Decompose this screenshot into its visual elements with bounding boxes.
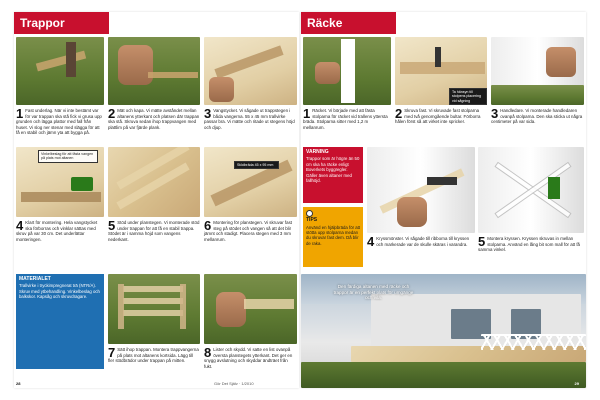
lightbulb-icon [306, 210, 360, 217]
step-5-caption: 5 Stöd under planstegen. Vi monterade stöd under trappan för att få en stabil trappa. Stödet är i samma höjd som vangens nederkant. [108, 218, 200, 242]
step-2-photo [108, 37, 200, 105]
step-5-photo [108, 147, 200, 217]
step-1-caption: 1 Fast underlag. När vi inte bestämt var för var trappan ska stå fick vi grusa upp grunden och lägga plattor med fall från huset. Vi slog ner stenar med slägga för att få en stabil och jämn yta att bygga på. [16, 106, 102, 136]
racke-step-1-photo [303, 37, 391, 105]
right-footer: 29 [574, 381, 579, 386]
racke-step-4-photo [367, 147, 475, 233]
material-info-box: MATERIALET Trallvirke i tryckimpregnerat trä (NTR/A). Skruv med ytbehandling. Vinkelbeslag och balkskor. Kapsåg och skruvdragare. [16, 274, 104, 369]
step-6-photo [204, 147, 297, 217]
vinkelbeslag-label: Vinkelbeslag för att fästa vangen på plats mot altanen [38, 150, 98, 163]
racke-step-3-caption: 3 Handledare. Vi monterade handledaren ovanpå stolparna. Den ska sticka ut några centimeter på var sida. [491, 106, 583, 125]
step-7-photo [108, 274, 200, 344]
right-page [301, 12, 586, 388]
stodbrada-label: Stödbräda 45 x 95 mm [234, 161, 279, 169]
left-page [14, 12, 299, 388]
warning-box: VARNING Trappor som är högre än 50 cm ska ha räcke enligt Boverkets byggregler. Gäller även altaner med fallhöjd. [303, 147, 363, 203]
step-1-photo [16, 37, 104, 105]
racke-step-3-photo [491, 37, 584, 105]
step-2-caption: 2 Mät och kapa. Vi mätte avståndet mellan altanens ytterkant och platsen där trappan ska stå. Skruva sedan ihop trappvangen med plattlim på var fjärde plank. [108, 106, 200, 130]
racke-step-2-caption: 2 Skruva fast. Vi skruvade fast stolparna med två genomgående bultar. Förborra hålen först så att virket inte spricker. [395, 106, 481, 125]
section-title-trappor: Trappor [14, 12, 109, 34]
left-footer-publication: Gör Det Själv · 1/2010 [214, 381, 254, 386]
step-3-photo [204, 37, 297, 105]
racke-stolpe-label: Ta hänsyn till stolpens placering vid sågning [449, 88, 487, 105]
step-3-caption: 3 Vangstycket. Vi sågade ut trappstegen i båda vangerna. 55 x 45 mm trallvirke passar bra. Vi mätte och ritade ut stegens höjd och djup. [204, 106, 295, 130]
racke-step-5-caption: 5 Montera kryssen. Kryssen skruvas in mellan stolparna. Använd en lång bit som mall för att få samma vinkel. [478, 234, 580, 253]
step-8-caption: 8 Lister och skydd. Vi satte en list ovanpå översta planstegets ytterkant. Det ger en snygg avslutning och skyddar ändträet från fukt. [204, 345, 293, 369]
step-7-caption: 7 Sätt ihop trappan. Montera trappvangerna på plats mot altanens kortsida. Lägg till fler stödbrädor under trappan på mitten. [108, 345, 199, 364]
section-title-racke: Räcke [301, 12, 396, 34]
step-4-photo [16, 147, 104, 217]
step-8-photo [204, 274, 297, 344]
finished-deck-caption: Den färdiga altanen med räcke och trappor är en perfekt plats för umgänge och vila. [333, 284, 414, 301]
step-4-caption: 4 Klart för montering. Hela vangstycket ska förborras och vinklar sättas med skruv på var 30 cm. Det underlättar monteringen. [16, 218, 98, 242]
step-6-caption: 6 Montering för planstegen. Vi skruvar fast steg på stödet och vangen så att det blir jämnt och stadigt. Placera stegen med 3 mm mellanrum. [204, 218, 292, 242]
racke-step-5-photo [478, 147, 584, 233]
racke-step-4-caption: 4 Kryssmönster. Vi sågade till ribborna till kryssen och markerade var de skulle skäras i varandra. [367, 234, 470, 249]
racke-step-1-caption: 1 Räcket. Vi började med att fästa stolparna för räcket vid trallens yttersta bräda. Stolparna sitter med 1,2 m mellanrum. [303, 106, 388, 130]
left-footer: 28 [16, 381, 21, 386]
tip-box: TIPS Använd en hjälpbräda för att stötta upp stolparna medan du skruvar fast dem. Då blir de raka. [303, 207, 363, 267]
